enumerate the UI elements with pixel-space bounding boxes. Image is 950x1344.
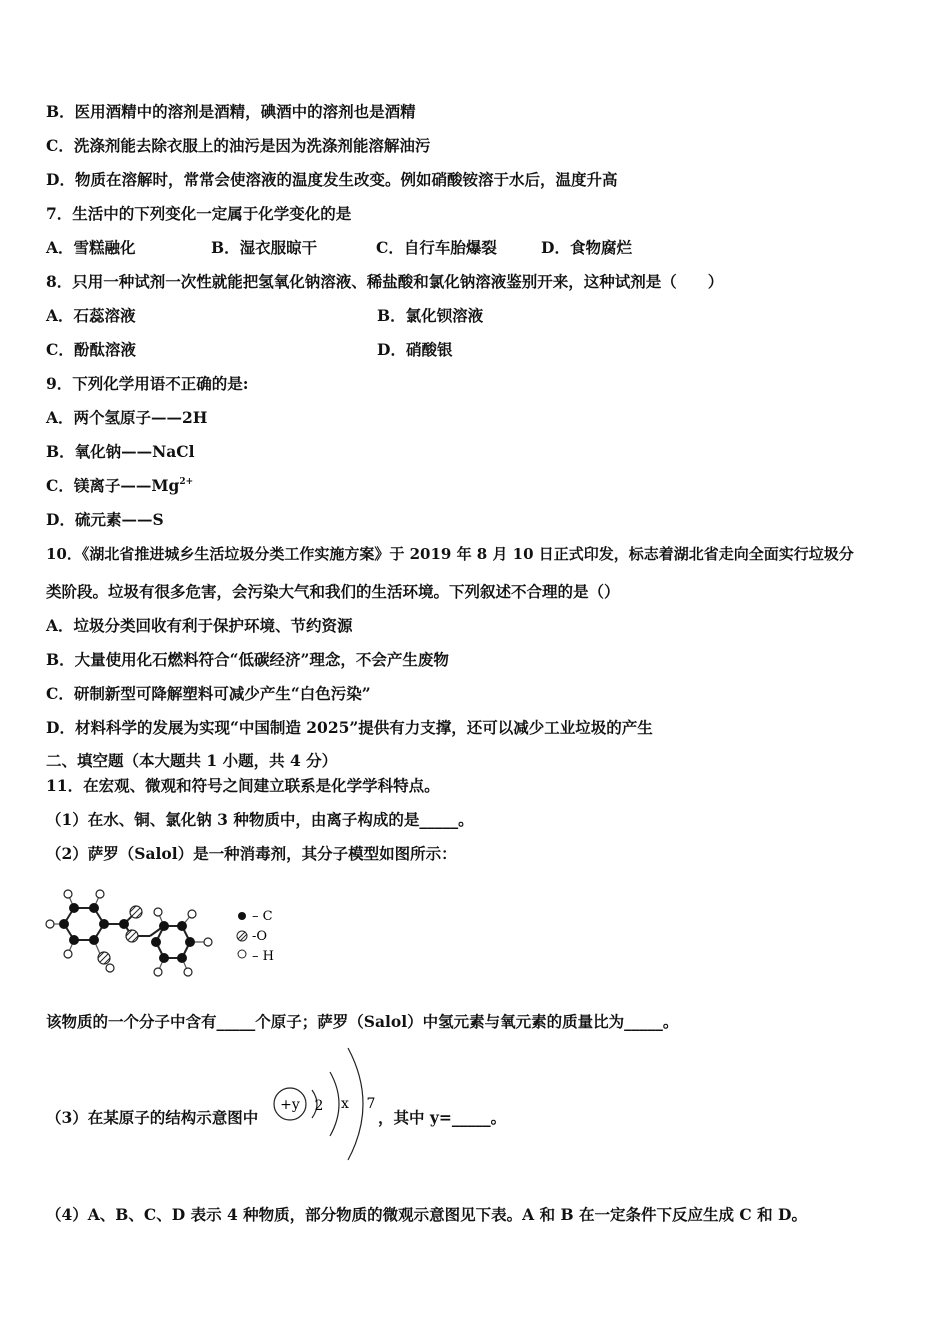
q11-part3-end: 。 [490, 1108, 507, 1127]
q9-option-c-text: C．镁离子——Mg [46, 476, 180, 495]
q11-part2-question-a: 该物质的一个分子中含有 [46, 1012, 217, 1031]
q7-option-b: B．湿衣服晾干 [211, 238, 318, 257]
q11-part3-lead: （3）在某原子的结构示意图中 [46, 1108, 259, 1127]
q10-option-a: A．垃圾分类回收有利于保护环境、节约资源 [46, 616, 353, 635]
q11-part2-end: 。 [662, 1012, 679, 1031]
legend-carbon-dot [238, 912, 246, 920]
q11-part1 [46, 810, 474, 830]
q10-option-d: D．材料科学的发展为实现“中国制造 2025”提供有力支撑，还可以减少工业垃圾的产生 [46, 718, 653, 737]
q10-stem-line1: 10．《湖北省推进城乡生活垃圾分类工作实施方案》于 2019 年 8 月 10 日正式印发，标志着湖北省走向全面实行垃圾分 [46, 545, 854, 563]
q11-part2-question [46, 1012, 678, 1032]
atom-shell-2-electrons: x [341, 1096, 349, 1112]
q11-stem: 11．在宏观、微观和符号之间建立联系是化学学科特点。 [46, 776, 440, 795]
q9-option-a: A．两个氢原子——2H [46, 408, 208, 427]
legend-oxygen-label: -O [252, 929, 268, 944]
oxygen-atoms [98, 906, 142, 964]
q8-option-a: A．石蕊溶液 [46, 306, 136, 325]
q8-option-d: D．硝酸银 [377, 340, 453, 359]
q7-option-d: D．食物腐烂 [541, 238, 632, 257]
section-title: 二、填空题（本大题共 1 小题，共 4 分） [46, 751, 338, 770]
q7-option-a: A．雪糕融化 [46, 238, 136, 257]
legend-hydrogen-label: – H [252, 949, 274, 964]
molecule-legend [237, 909, 274, 964]
q11-part3-after: ，其中 y= [378, 1108, 452, 1127]
q10-option-b: B．大量使用化石燃料符合“低碳经济”理念，不会产生废物 [46, 650, 449, 669]
q11-part4: （4）A、B、C、D 表示 4 种物质，部分物质的微观示意图见下表。A 和 B 在一定条件下反应生成 C 和 D。 [46, 1205, 807, 1224]
q9-option-c [46, 476, 193, 496]
atom-shell-arc-3 [348, 1048, 363, 1160]
q11-part1-end: 。 [458, 810, 474, 829]
q10-option-c: C．研制新型可降解塑料可减少产生“白色污染” [46, 684, 371, 703]
q11-part1-text: （1）在水、铜、氯化钠 3 种物质中，由离子构成的是 [46, 810, 420, 829]
q9-stem: 9．下列化学用语不正确的是: [46, 374, 249, 393]
q8-option-b: B．氯化钡溶液 [377, 306, 484, 325]
q7-option-c: C．自行车胎爆裂 [376, 238, 497, 257]
q9-option-b: B．氧化钠——NaCl [46, 442, 195, 461]
q11-part2-question-b: 个原子；萨罗（Salol）中氢元素与氧元素的质量比为 [255, 1012, 625, 1031]
q6-option-b: B．医用酒精中的溶剂是酒精，碘酒中的溶剂也是酒精 [46, 102, 416, 121]
q11-part1-blank[interactable]: _____ [419, 810, 459, 829]
atom-shell-1-electrons: 2 [314, 1098, 324, 1114]
q11-part3-blank[interactable]: _____ [451, 1108, 491, 1127]
q10-stem-line2: 类阶段。垃圾有很多危害，会污染大气和我们的生活环境。下列叙述不合理的是（） [46, 582, 620, 601]
q11-part2-blank1[interactable]: _____ [216, 1012, 256, 1031]
atom-nucleus-charge: +y [280, 1097, 300, 1113]
q9-option-d: D．硫元素——S [46, 510, 164, 529]
q8-option-c: C．酚酞溶液 [46, 340, 136, 359]
legend-hydrogen-dot [238, 950, 246, 958]
atom-shell-arc-2 [330, 1072, 339, 1136]
q6-option-c: C．洗涤剂能去除衣服上的油污是因为洗涤剂能溶解油污 [46, 136, 431, 155]
salol-molecule-figure [40, 880, 340, 980]
atom-structure-diagram [268, 1042, 388, 1162]
q6-option-d: D．物质在溶解时，常常会使溶液的温度发生改变。例如硝酸铵溶于水后，温度升高 [46, 170, 618, 189]
q7-stem: 7．生活中的下列变化一定属于化学变化的是 [46, 204, 352, 223]
q11-part3-rest [378, 1108, 506, 1128]
atom-shell-3-electrons: 7 [366, 1096, 376, 1112]
q8-stem: 8．只用一种试剂一次性就能把氢氧化钠溶液、稀盐酸和氯化钠溶液鉴别开来，这种试剂是（ ） [46, 272, 724, 291]
legend-carbon-label: – C [252, 909, 273, 924]
q9-option-c-charge: 2+ [179, 477, 194, 487]
q11-part2: （2）萨罗（Salol）是一种消毒剂，其分子模型如图所示： [46, 844, 457, 863]
q11-part2-blank2[interactable]: _____ [624, 1012, 663, 1031]
